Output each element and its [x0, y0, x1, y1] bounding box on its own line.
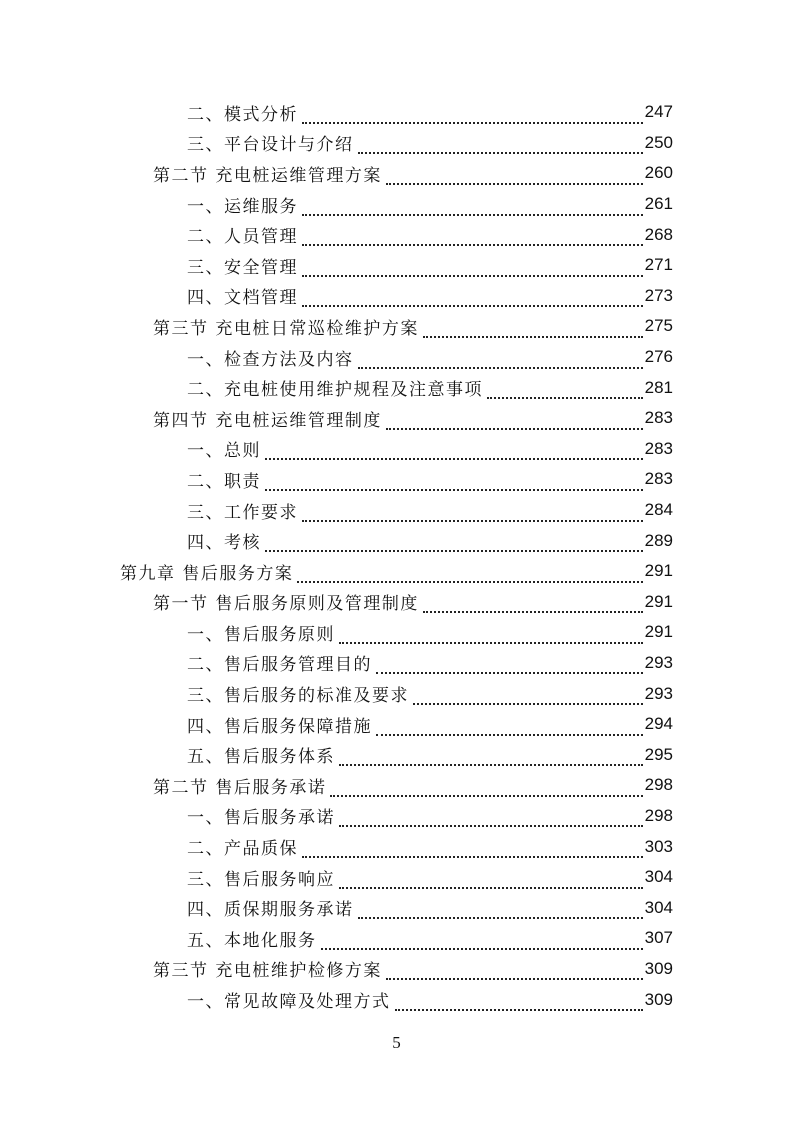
- toc-entry-title: 三、售后服务的标准及要求: [187, 686, 409, 707]
- toc-entry-page: 293: [644, 652, 673, 672]
- toc-entry-page: 276: [644, 347, 673, 367]
- toc-item-entry[interactable]: [0, 739, 673, 770]
- toc-entry-page: 291: [644, 561, 673, 581]
- toc-item-entry[interactable]: [0, 525, 673, 556]
- toc-section-entry[interactable]: [0, 158, 673, 189]
- toc-entry-page: 284: [644, 500, 673, 520]
- toc-entry-page: 283: [644, 408, 673, 428]
- toc-section-entry[interactable]: [0, 954, 673, 985]
- toc-entry-page: 289: [644, 530, 673, 550]
- toc-entry-page: 271: [644, 255, 673, 275]
- toc-entry-title: 三、安全管理: [187, 257, 298, 278]
- toc-dot-leader: [358, 902, 643, 919]
- toc-dot-leader: [376, 657, 643, 674]
- toc-entry-page: 298: [644, 805, 673, 825]
- toc-dot-leader: [339, 749, 643, 766]
- toc-entry-page: 291: [644, 622, 673, 642]
- toc-item-entry[interactable]: [0, 892, 673, 923]
- toc-dot-leader: [302, 229, 643, 246]
- toc-dot-leader: [386, 413, 643, 430]
- toc-item-entry[interactable]: [0, 97, 673, 128]
- toc-dot-leader: [302, 841, 643, 858]
- toc-entry-title: 一、检查方法及内容: [187, 349, 354, 370]
- toc-entry-page: 309: [644, 958, 673, 978]
- toc-entry-title: 五、本地化服务: [187, 930, 317, 951]
- toc-entry-title: 第一节 售后服务原则及管理制度: [153, 594, 419, 615]
- toc-entry-title: 第二节 充电桩运维管理方案: [153, 165, 382, 186]
- toc-entry-page: 247: [644, 102, 673, 122]
- toc-dot-leader: [423, 596, 643, 613]
- toc-entry-page: 294: [644, 714, 673, 734]
- toc-entry-title: 二、人员管理: [187, 227, 298, 248]
- toc-entry-page: 283: [644, 469, 673, 489]
- toc-entry-title: 第四节 充电桩运维管理制度: [153, 410, 382, 431]
- toc-item-entry[interactable]: [0, 464, 673, 495]
- toc-dot-leader: [302, 260, 643, 277]
- toc-dot-leader: [358, 137, 643, 154]
- toc-item-entry[interactable]: [0, 434, 673, 465]
- toc-chapter-entry[interactable]: [0, 556, 673, 587]
- toc-entry-page: 304: [644, 867, 673, 887]
- toc-dot-leader: [302, 107, 643, 124]
- toc-item-entry[interactable]: [0, 189, 673, 220]
- toc-dot-leader: [487, 382, 643, 399]
- toc-dot-leader: [302, 290, 643, 307]
- toc-entry-page: 250: [644, 132, 673, 152]
- toc-item-entry[interactable]: [0, 250, 673, 281]
- toc-item-entry[interactable]: [0, 678, 673, 709]
- toc-entry-title: 三、平台设计与介绍: [187, 135, 354, 156]
- toc-item-entry[interactable]: [0, 923, 673, 954]
- toc-dot-leader: [330, 780, 642, 797]
- toc-entry-title: 第九章 售后服务方案: [120, 563, 294, 584]
- toc-item-entry[interactable]: [0, 128, 673, 159]
- toc-entry-page: 307: [644, 928, 673, 948]
- toc-item-entry[interactable]: [0, 801, 673, 832]
- toc-entry-page: 261: [644, 194, 673, 214]
- toc-item-entry[interactable]: [0, 372, 673, 403]
- toc-entry-page: 303: [644, 836, 673, 856]
- toc-dot-leader: [423, 321, 643, 338]
- toc-entry-page: 293: [644, 683, 673, 703]
- toc-entry-page: 304: [644, 897, 673, 917]
- toc-dot-leader: [386, 168, 643, 185]
- toc-dot-leader: [265, 443, 643, 460]
- toc-entry-title: 二、职责: [187, 471, 261, 492]
- toc-entry-title: 一、售后服务承诺: [187, 808, 335, 829]
- toc-entry-page: 268: [644, 224, 673, 244]
- toc-entry-title: 四、售后服务保障措施: [187, 716, 372, 737]
- toc-item-entry[interactable]: [0, 862, 673, 893]
- toc-entry-page: 309: [644, 989, 673, 1009]
- toc-item-entry[interactable]: [0, 709, 673, 740]
- toc-item-entry[interactable]: [0, 219, 673, 250]
- toc-entry-title: 二、充电桩使用维护规程及注意事项: [187, 380, 483, 401]
- toc-dot-leader: [376, 719, 643, 736]
- toc-entry-title: 四、文档管理: [187, 288, 298, 309]
- toc-entry-page: 275: [644, 316, 673, 336]
- toc-item-entry[interactable]: [0, 831, 673, 862]
- toc-item-entry[interactable]: [0, 617, 673, 648]
- toc-dot-leader: [321, 933, 643, 950]
- toc-entry-title: 三、售后服务响应: [187, 869, 335, 890]
- toc-entry-page: 295: [644, 744, 673, 764]
- page-number: 5: [392, 1033, 401, 1052]
- toc-entry-title: 四、考核: [187, 533, 261, 554]
- toc-section-entry[interactable]: [0, 770, 673, 801]
- toc-dot-leader: [339, 627, 643, 644]
- toc-entry-title: 一、售后服务原则: [187, 624, 335, 645]
- toc-entry-title: 二、产品质保: [187, 839, 298, 860]
- toc-entry-page: 260: [644, 163, 673, 183]
- toc-entry-title: 一、常见故障及处理方式: [187, 992, 391, 1013]
- toc-entry-title: 一、总则: [187, 441, 261, 462]
- toc-entry-page: 291: [644, 591, 673, 611]
- toc-dot-leader: [386, 963, 643, 980]
- toc-dot-leader: [413, 688, 643, 705]
- toc-item-entry[interactable]: [0, 281, 673, 312]
- toc-entry-title: 二、售后服务管理目的: [187, 655, 372, 676]
- toc-entry-title: 五、售后服务体系: [187, 747, 335, 768]
- toc-section-entry[interactable]: [0, 403, 673, 434]
- toc-dot-leader: [302, 199, 643, 216]
- toc-entry-title: 一、运维服务: [187, 196, 298, 217]
- toc-dot-leader: [265, 474, 643, 491]
- toc-item-entry[interactable]: [0, 984, 673, 1015]
- toc-dot-leader: [358, 352, 643, 369]
- toc-dot-leader: [339, 810, 643, 827]
- toc-item-entry[interactable]: [0, 342, 673, 373]
- toc-section-entry[interactable]: [0, 311, 673, 342]
- toc-entry-title: 四、质保期服务承诺: [187, 900, 354, 921]
- toc-entry-title: 第二节 售后服务承诺: [153, 777, 327, 798]
- toc-dot-leader: [297, 566, 642, 583]
- toc-dot-leader: [302, 505, 643, 522]
- toc-section-entry[interactable]: [0, 587, 673, 618]
- toc-entry-page: 298: [644, 775, 673, 795]
- toc-entry-page: 283: [644, 438, 673, 458]
- toc-entry-title: 第三节 充电桩日常巡检维护方案: [153, 318, 419, 339]
- toc-entry-page: 281: [644, 377, 673, 397]
- toc-dot-leader: [339, 872, 643, 889]
- toc-entry-title: 三、工作要求: [187, 502, 298, 523]
- toc-entry-page: 273: [644, 285, 673, 305]
- toc-entry-title: 第三节 充电桩维护检修方案: [153, 961, 382, 982]
- toc-entry-title: 二、模式分析: [187, 104, 298, 125]
- toc-dot-leader: [265, 535, 643, 552]
- toc-item-entry[interactable]: [0, 648, 673, 679]
- table-of-contents: [0, 97, 793, 1015]
- toc-item-entry[interactable]: [0, 495, 673, 526]
- toc-dot-leader: [395, 994, 643, 1011]
